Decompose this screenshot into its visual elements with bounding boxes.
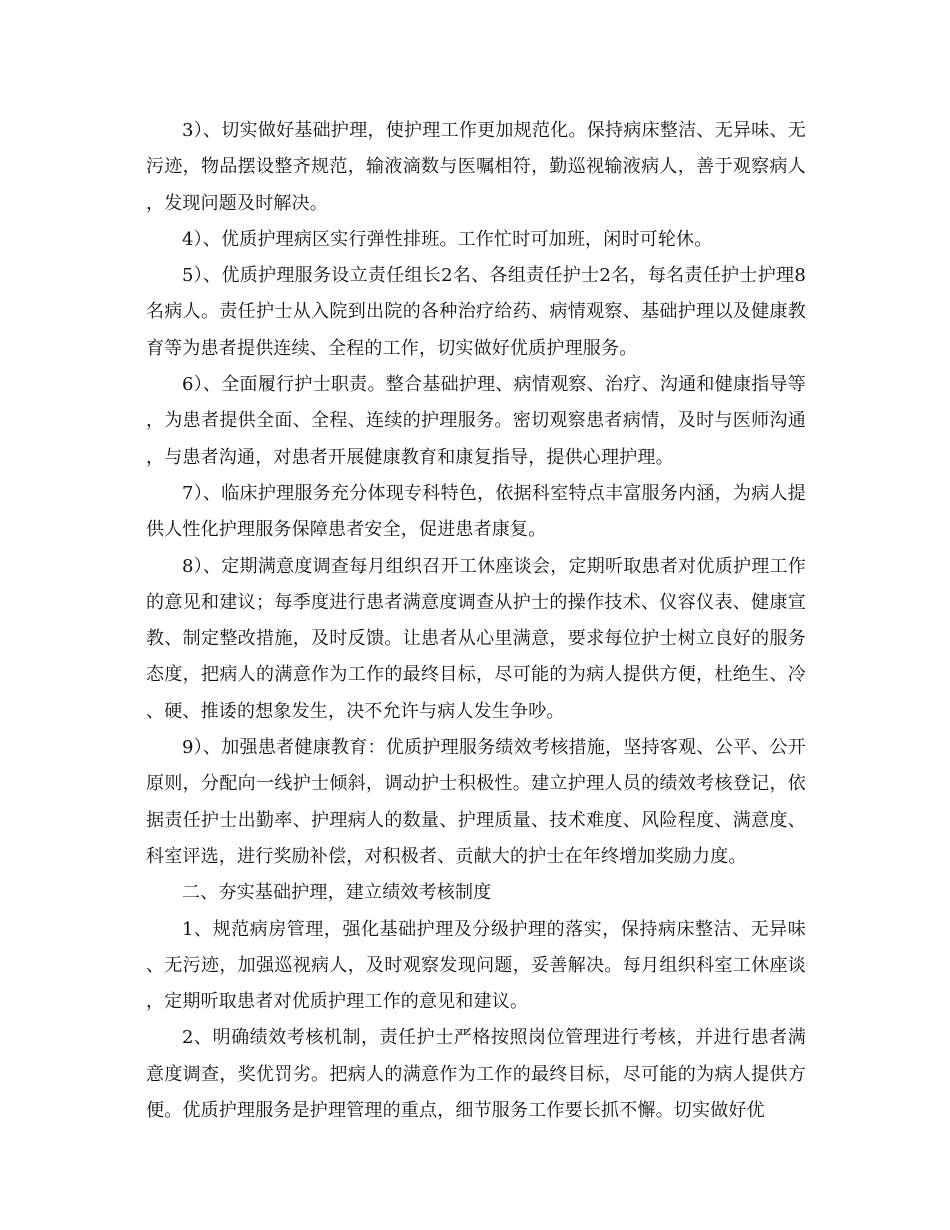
paragraph-item-5: 5）、优质护理服务设立责任组长2名、各组责任护士2名，每名责任护士护理8名病人。责任护士从入院到出院的各种治疗给药、病情观察、基础护理以及健康教育等为患者提供连续、全程的工作，切实做好优质护理服务。: [146, 265, 806, 359]
paragraph-section2-1: 1、规范病房管理，强化基础护理及分级护理的落实，保持病床整洁、无异味、无污迹，加强巡视病人，及时观察发现问题，妥善解决。每月组织科室工休座谈，定期听取患者对优质护理工作的意见和建议。: [146, 918, 806, 1013]
paragraph-section2-2: 2、明确绩效考核机制，责任护士严格按照岗位管理进行考核，并进行患者满意度调查，奖优罚劣。把病人的满意作为工作的最终目标，尽可能的为病人提供方便。优质护理服务是护理管理的重点，细节服务工作要长抓不懈。切实做好优: [146, 1027, 806, 1122]
paragraph-item-3: 3）、切实做好基础护理，使护理工作更加规范化。保持病床整洁、无异味、无污迹，物品摆设整齐规范，输液滴数与医嘱相符，勤巡视输液病人，善于观察病人，发现问题及时解决。: [146, 120, 806, 214]
document-body: [146, 113, 806, 1129]
paragraph-item-9: 9）、加强患者健康教育：优质护理服务绩效考核措施，坚持客观、公平、公开原则，分配向一线护士倾斜，调动护士积极性。建立护理人员的绩效考核登记，依据责任护士出勤率、护理病人的数量、护理质量、技术难度、风险程度、满意度、科室评选，进行奖励补偿，对积极者、贡献大的护士在年终增加奖励力度。: [146, 737, 806, 867]
paragraph-item-8: 8）、定期满意度调查每月组织召开工休座谈会，定期听取患者对优质护理工作的意见和建议；每季度进行患者满意度调查从护士的操作技术、仪容仪表、健康宣教、制定整改措施，及时反馈。让患者从心里满意，要求每位护士树立良好的服务态度，把病人的满意作为工作的最终目标，尽可能的为病人提供方便，杜绝生、冷、硬、推诿的想象发生，决不允许与病人发生争吵。: [146, 555, 806, 722]
paragraph-item-7: 7）、临床护理服务充分体现专科特色，依据科室特点丰富服务内涵，为病人提供人性化护理服务保障患者安全，促进患者康复。: [146, 482, 806, 541]
paragraph-item-4: 4）、优质护理病区实行弹性排班。工作忙时可加班，闲时可轮休。: [182, 228, 713, 250]
section-heading-2: 二、夯实基础护理，建立绩效考核制度: [182, 882, 492, 904]
paragraph-item-6: 6）、全面履行护士职责。整合基础护理、病情观察、治疗、沟通和健康指导等，为患者提供全面、全程、连续的护理服务。密切观察患者病情，及时与医师沟通，与患者沟通，对患者开展健康教育和康复指导，提供心理护理。: [146, 374, 806, 468]
